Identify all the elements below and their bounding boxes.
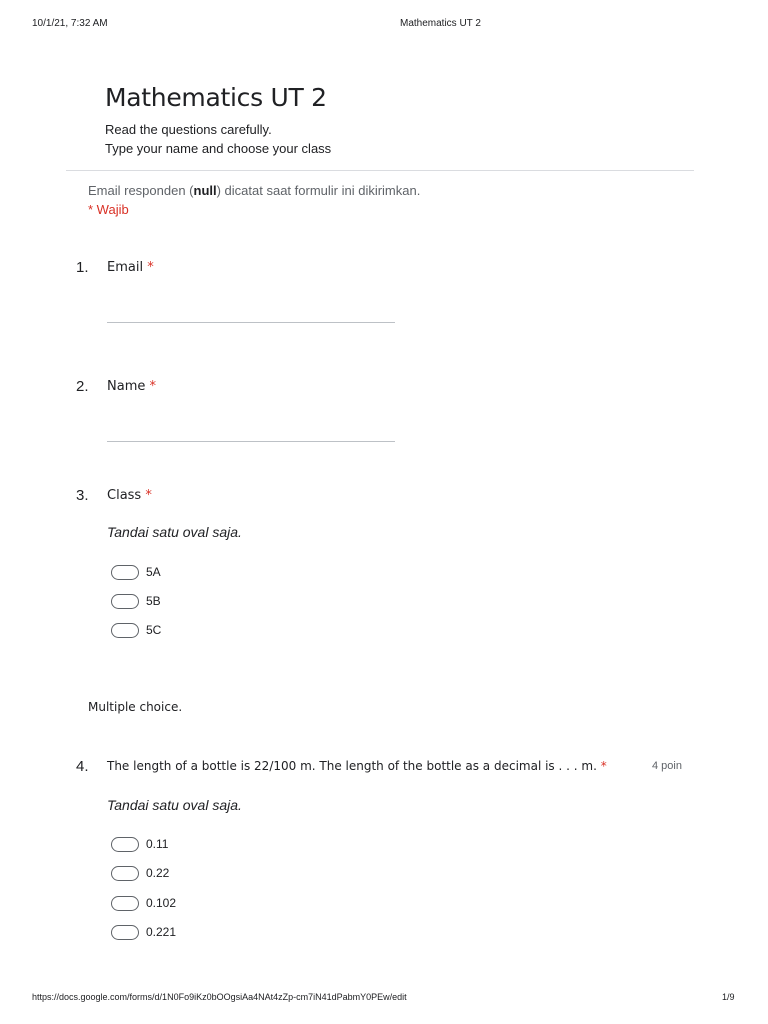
section-title: Multiple choice.	[88, 700, 183, 714]
option-label: 0.102	[146, 896, 177, 910]
print-datetime: 10/1/21, 7:32 AM	[32, 18, 108, 29]
answer-option-0-102[interactable]	[111, 894, 176, 912]
question-1-number: 1.	[76, 259, 89, 276]
question-3-hint: Tandai satu oval saja.	[107, 524, 242, 540]
required-note: * Wajib	[88, 202, 129, 217]
required-star: *	[145, 488, 152, 503]
email-notice-bold: null	[193, 183, 217, 198]
radio-oval[interactable]	[111, 896, 139, 911]
option-label: 5C	[146, 623, 162, 637]
print-doc-title: Mathematics UT 2	[400, 18, 481, 29]
email-answer-field[interactable]	[107, 322, 395, 323]
form-title: Mathematics UT 2	[105, 83, 327, 112]
radio-oval[interactable]	[111, 837, 139, 852]
print-page-number: 1/9	[722, 992, 735, 1002]
class-option-5c[interactable]	[111, 621, 161, 639]
class-option-5a[interactable]	[111, 563, 161, 581]
question-2-number: 2.	[76, 378, 89, 395]
radio-oval[interactable]	[111, 925, 139, 940]
question-4-points: 4 poin	[652, 760, 682, 772]
radio-oval[interactable]	[111, 866, 139, 881]
question-3-label: Class *	[107, 488, 152, 503]
option-label: 0.11	[146, 837, 169, 851]
question-3-number: 3.	[76, 487, 89, 504]
email-notice: Email responden (null) dicatat saat formulir ini dikirimkan.	[88, 183, 421, 198]
required-star: *	[149, 379, 156, 394]
question-4-number: 4.	[76, 758, 89, 775]
radio-oval[interactable]	[111, 565, 139, 580]
print-url: https://docs.google.com/forms/d/1N0Fo9iKz0bOOgsiAa4NAt4zZp-cm7iN41dPabmY0PEw/edit	[32, 992, 407, 1002]
header-divider	[66, 170, 694, 171]
question-2-label: Name *	[107, 379, 156, 394]
option-label: 5A	[146, 565, 161, 579]
radio-oval[interactable]	[111, 594, 139, 609]
question-1-label: Email *	[107, 260, 154, 275]
required-star: *	[600, 759, 607, 773]
answer-option-0-22[interactable]	[111, 864, 169, 882]
question-4-label: The length of a bottle is 22/100 m. The length of the bottle as a decimal is . . . m. *	[107, 759, 607, 773]
name-answer-field[interactable]	[107, 441, 395, 442]
option-label: 0.22	[146, 866, 170, 880]
option-label: 0.221	[146, 925, 177, 939]
answer-option-0-221[interactable]	[111, 923, 176, 941]
radio-oval[interactable]	[111, 623, 139, 638]
form-description-line-1: Read the questions carefully.	[105, 122, 272, 137]
form-description-line-2: Type your name and choose your class	[105, 141, 332, 156]
question-4-hint: Tandai satu oval saja.	[107, 797, 242, 813]
option-label: 5B	[146, 594, 161, 608]
answer-option-0-11[interactable]	[111, 835, 168, 853]
required-star: *	[147, 260, 154, 275]
class-option-5b[interactable]	[111, 592, 161, 610]
